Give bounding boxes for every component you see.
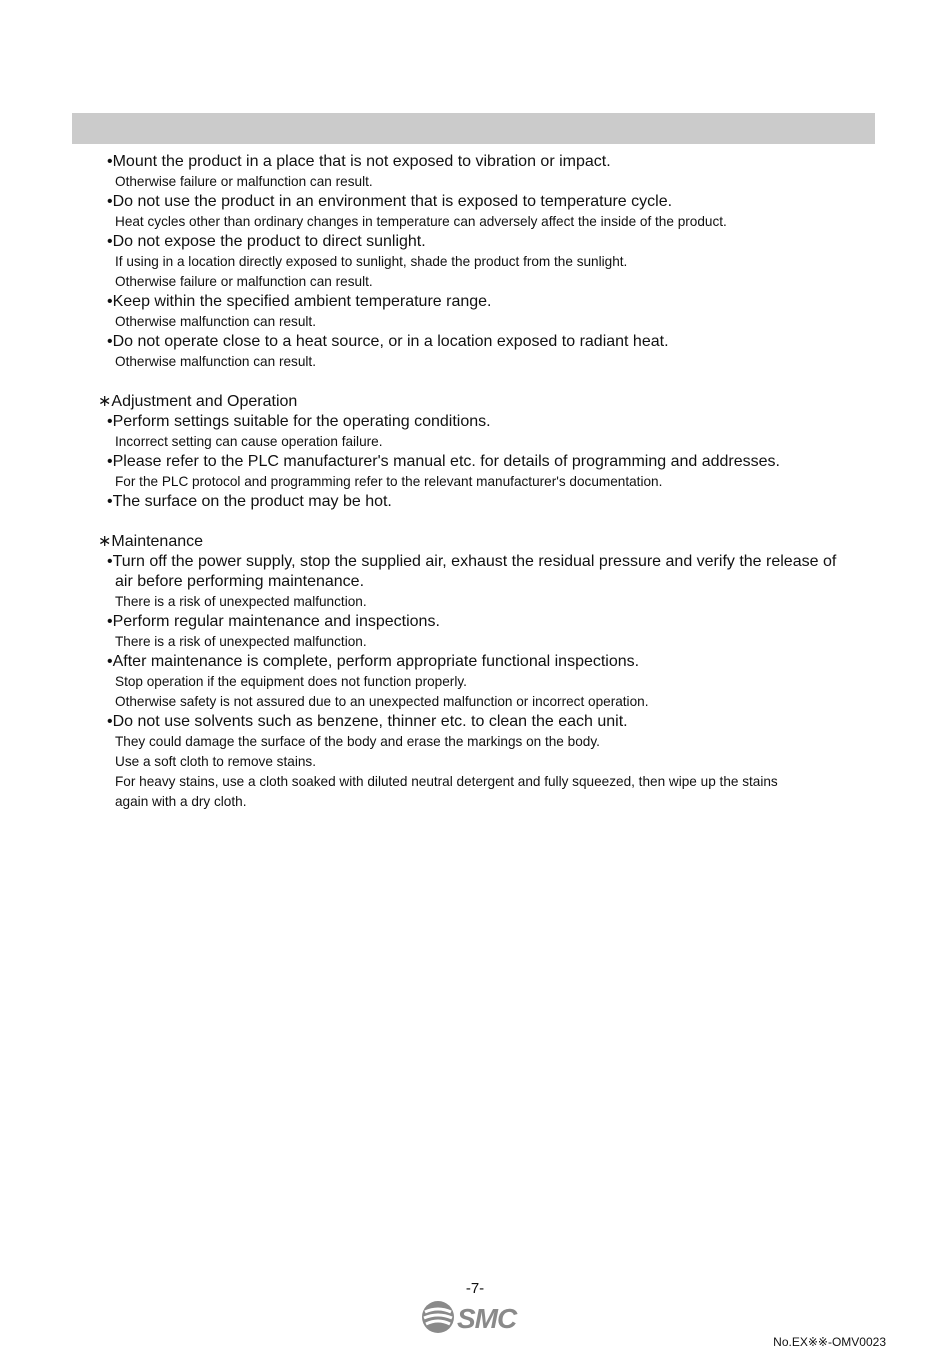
bullet-item-continuation: air before performing maintenance. — [115, 573, 365, 590]
bullet-note: Otherwise failure or malfunction can result. — [115, 174, 373, 189]
bullet-item: •Do not expose the product to direct sunlight. — [107, 233, 426, 250]
bullet-note: They could damage the surface of the body and erase the markings on the body. — [115, 734, 600, 749]
bullet-item: •Do not use the product in an environment that is exposed to temperature cycle. — [107, 193, 673, 210]
bullet-note: Incorrect setting can cause operation failure. — [115, 434, 383, 449]
svg-text:SMC: SMC — [457, 1303, 517, 1334]
document-number: No.EX※※-OMV0023 — [773, 1335, 886, 1349]
bullet-item: •Do not operate close to a heat source, or in a location exposed to radiant heat. — [107, 333, 669, 350]
bullet-note: Otherwise malfunction can result. — [115, 354, 316, 369]
bullet-note: Heat cycles other than ordinary changes in temperature can adversely affect the inside of the product. — [115, 214, 727, 229]
document-body — [0, 152, 950, 812]
bullet-item: •Do not use solvents such as benzene, thinner etc. to clean the each unit. — [107, 713, 628, 730]
bullet-note: For the PLC protocol and programming refer to the relevant manufacturer's documentation. — [115, 474, 663, 489]
bullet-note: Otherwise failure or malfunction can result. — [115, 274, 373, 289]
bullet-item: •Turn off the power supply, stop the supplied air, exhaust the residual pressure and verify the release of — [107, 553, 837, 570]
bullet-note: There is a risk of unexpected malfunction. — [115, 594, 367, 609]
section-header-bar — [72, 113, 875, 144]
spacer — [0, 372, 950, 392]
bullet-note: again with a dry cloth. — [115, 794, 247, 809]
bullet-item: •After maintenance is complete, perform appropriate functional inspections. — [107, 653, 640, 670]
spacer — [0, 512, 950, 532]
bullet-item: •Please refer to the PLC manufacturer's manual etc. for details of programming and addresses. — [107, 453, 780, 470]
bullet-item: •Mount the product in a place that is not exposed to vibration or impact. — [107, 153, 611, 170]
bullet-item: •Keep within the specified ambient temperature range. — [107, 293, 492, 310]
section-heading-adjustment: ∗Adjustment and Operation — [98, 393, 298, 410]
bullet-note: Use a soft cloth to remove stains. — [115, 754, 316, 769]
bullet-item: •The surface on the product may be hot. — [107, 493, 392, 510]
bullet-note: If using in a location directly exposed to sunlight, shade the product from the sunlight. — [115, 254, 628, 269]
bullet-note: Otherwise malfunction can result. — [115, 314, 316, 329]
bullet-item: •Perform regular maintenance and inspections. — [107, 613, 440, 630]
bullet-note: Stop operation if the equipment does not function properly. — [115, 674, 467, 689]
section-heading-maintenance: ∗Maintenance — [98, 533, 204, 550]
bullet-note: For heavy stains, use a cloth soaked with diluted neutral detergent and fully squeezed, then wipe up the stains — [115, 774, 778, 789]
bullet-item: •Perform settings suitable for the operating conditions. — [107, 413, 491, 430]
bullet-note: There is a risk of unexpected malfunction. — [115, 634, 367, 649]
page-number: -7- — [465, 1280, 485, 1297]
smc-logo — [421, 1300, 531, 1334]
bullet-note: Otherwise safety is not assured due to an unexpected malfunction or incorrect operation. — [115, 694, 649, 709]
